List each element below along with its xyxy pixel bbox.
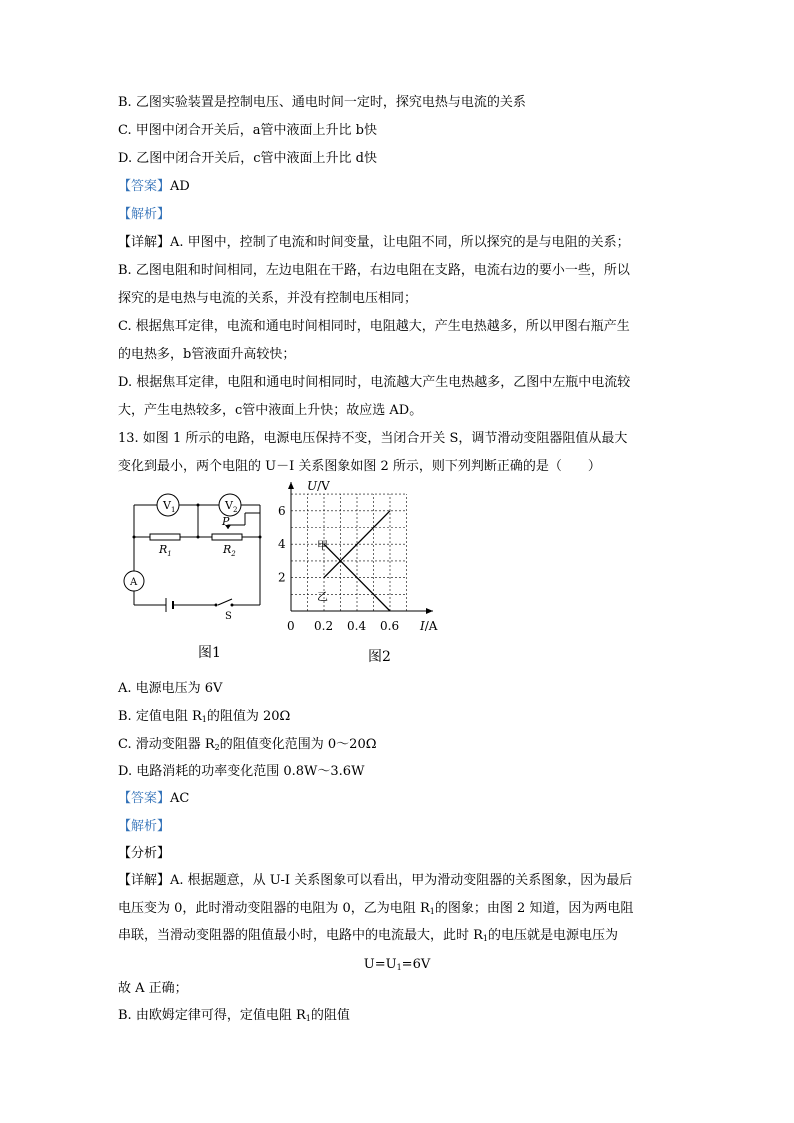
detail2-line-5-post: 的阻值 [310, 1008, 350, 1023]
detail2-line-5-pre: B. 由欧姆定律可得，定值电阻 R [118, 1008, 306, 1023]
y-tick-label: 6 [278, 503, 286, 518]
x-tick-label: 0.2 [314, 619, 334, 633]
series-label-jia: 甲 [317, 539, 328, 552]
detail2-line-2-post: 的图象；由图 2 知道，因为两电阻 [434, 901, 634, 916]
detail2-line-5-sub: 1 [305, 1014, 311, 1023]
detail2-line-3-post: 的电压就是电源电压为 [488, 928, 619, 943]
option-b [118, 707, 290, 730]
question-13-line-1: 13. 如图 1 所示的电路，电源电压保持不变，当闭合开关 S，调节滑动变阻器阻值从最大 [118, 431, 628, 446]
option-b-sub: 1 [201, 715, 207, 724]
option-c-text: C. 甲图中闭合开关后，a管中液面上升比 b快 [118, 123, 377, 138]
option-a: A. 电源电压为 6V [118, 681, 223, 696]
detail-tag: 【详解】 [118, 235, 171, 250]
formula-line [118, 955, 676, 978]
answer-tag: 【答案】 [118, 179, 171, 194]
analysis-tag-1: 【解析】 [118, 207, 171, 222]
detail2-line-3-pre: 串联，当滑动变阻器的阻值最小时，电路中的电流最大，此时 R [118, 928, 483, 943]
option-d: D. 电路消耗的功率变化范围 0.8W～3.6W [118, 764, 365, 779]
label-r2: $R_2$ [223, 543, 236, 558]
circuit-diagram [120, 485, 280, 630]
label-v1: $V_1$ [163, 499, 176, 514]
question-13-line-2: 变化到最小，两个电阻的 U－I 关系图象如图 2 所示，则下列判断正确的是（ ） [118, 459, 601, 474]
answer-line-2 [118, 789, 189, 809]
answer-line-1 [118, 177, 190, 197]
answer-tag-2: 【答案】 [118, 791, 171, 806]
detail-line-b2: 探究的是电热与电流的关系，并没有控制电压相同； [118, 291, 418, 306]
detail-line-a [118, 233, 630, 253]
option-b-post: 的阻值为 20Ω [206, 709, 291, 724]
label-a: A [130, 577, 138, 588]
y-tick-label: 2 [278, 570, 286, 585]
series-label-yi: 乙 [317, 590, 328, 603]
detail2-tag: 【详解】 [118, 873, 171, 888]
fenxi-tag: 【分析】 [118, 846, 171, 861]
detail-text-a: A. 甲图中，控制了电流和时间变量，让电阻不同，所以探究的是与电阻的关系； [170, 235, 630, 250]
origin-label: 0 [287, 619, 295, 633]
label-s: S [225, 611, 232, 622]
y-axis-label: U/V [307, 479, 330, 493]
figure-2-caption: 图2 [368, 649, 391, 665]
option-c-pre: C. 滑动变阻器 R [118, 737, 215, 752]
resistor-r2 [212, 534, 242, 540]
detail-line-d2: 大，产生电热较多，c管中液面上升快；故应选 AD。 [118, 403, 423, 418]
ui-graph [278, 476, 443, 636]
detail-line-c2: 的电热多，b管液面升高较快； [118, 347, 296, 362]
detail2-line-5 [118, 1006, 350, 1029]
option-c [118, 735, 377, 758]
detail2-line-4: 故 A 正确； [118, 981, 188, 996]
label-r1: $R_1$ [159, 543, 172, 558]
detail2-line-2-sub: 1 [429, 907, 435, 916]
y-tick-label: 4 [278, 537, 286, 552]
x-axis-label: I/A [420, 619, 438, 633]
label-p: P [222, 515, 230, 528]
detail2-line-2-pre: 电压变为 0，此时滑动变阻器的电阻为 0，乙为电阻 R [118, 901, 430, 916]
detail2-text-1: A. 根据题意，从 U-I 关系图象可以看出，甲为滑动变阻器的关系图象，因为最后 [170, 873, 633, 888]
x-tick-label: 0.6 [380, 619, 400, 633]
option-b-text: B. 乙图实验装置是控制电压、通电时间一定时，探究电热与电流的关系 [118, 95, 526, 110]
answer-value: AD [170, 179, 190, 194]
formula-post: =6V [401, 957, 431, 972]
detail-line-d1: D. 根据焦耳定律，电阻和通电时间相同时，电流越大产生电热越多，乙图中左瓶中电流较 [118, 375, 631, 390]
detail-line-c1: C. 根据焦耳定律，电流和通电时间相同时，电阻越大，产生电热越多，所以甲图右瓶产生 [118, 319, 630, 334]
label-v2: $V_2$ [225, 499, 238, 514]
analysis-tag-2: 【解析】 [118, 819, 171, 834]
option-c-sub: 2 [214, 743, 220, 752]
resistor-r1 [150, 534, 180, 540]
detail2-line-1 [118, 871, 632, 891]
option-d-text: D. 乙图中闭合开关后，c管中液面上升比 d快 [118, 151, 377, 166]
figure-1-caption: 图1 [198, 645, 221, 661]
option-b-pre: B. 定值电阻 R [118, 709, 202, 724]
detail2-line-3-sub: 1 [482, 934, 489, 943]
detail2-line-3 [118, 926, 618, 949]
formula-sub: 1 [396, 963, 402, 972]
detail-line-b1: B. 乙图电阻和时间相同，左边电阻在干路，右边电阻在支路，电流右边的要小一些，所以 [118, 263, 630, 278]
x-tick-label: 0.4 [347, 619, 367, 633]
option-c-post: 的阻值变化范围为 0～20Ω [219, 737, 377, 752]
formula-pre: U=U [363, 957, 397, 972]
answer-value-2: AC [170, 791, 190, 806]
detail2-line-2 [118, 899, 633, 922]
